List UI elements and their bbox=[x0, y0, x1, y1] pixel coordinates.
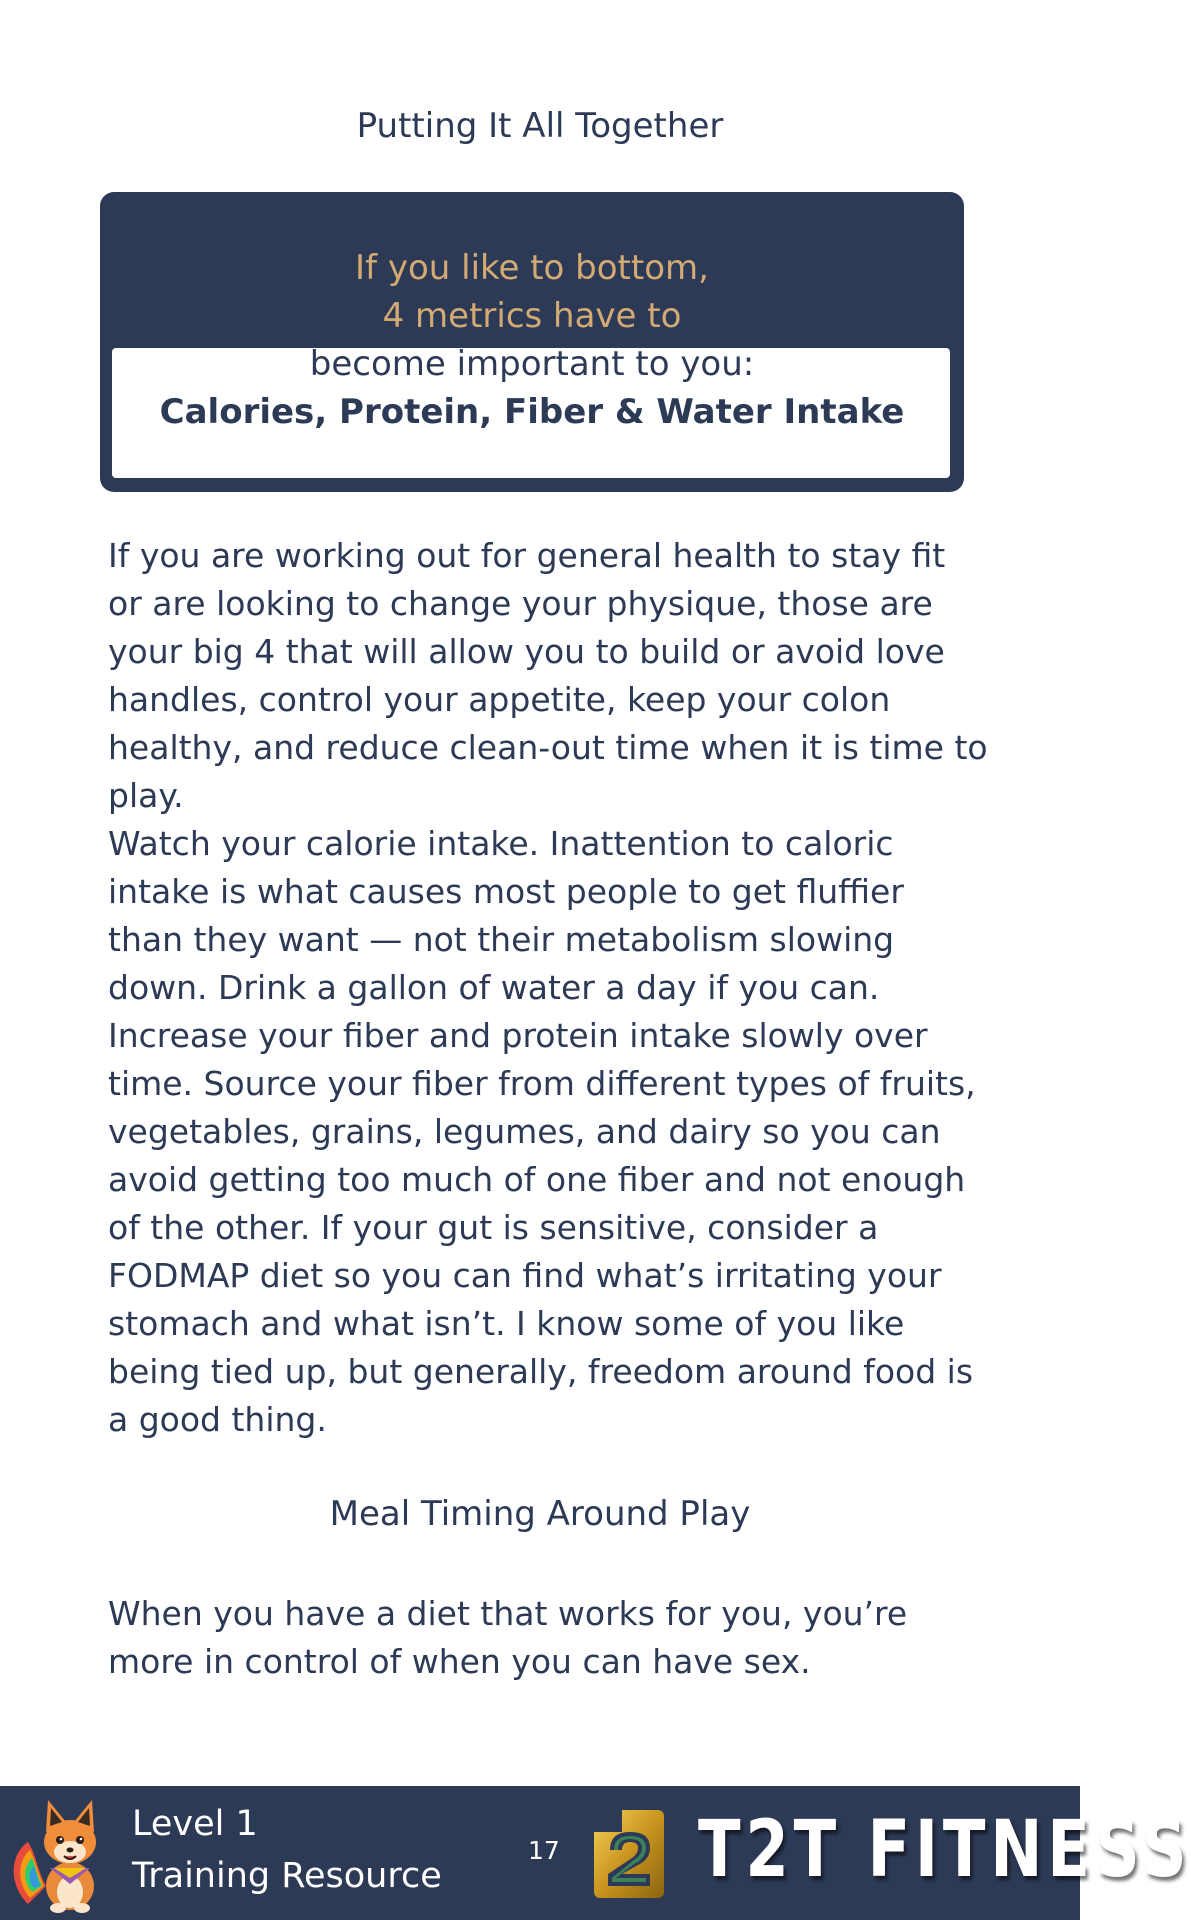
fox-mascot-icon bbox=[8, 1794, 120, 1914]
callout-line-4: Calories, Protein, Fiber & Water Intake bbox=[159, 392, 905, 432]
callout-line-1: If you like to bottom, bbox=[355, 248, 709, 288]
callout-line-3: become important to you: bbox=[309, 344, 755, 384]
page-number: 17 bbox=[528, 1836, 560, 1865]
callout-text bbox=[100, 244, 964, 436]
body-paragraph-2: Watch your calorie intake. Inattention to caloric intake is what causes most people to get fluffier than they want — not their metabolism slowing down. Drink a gallon of water a day if you can. Increase your fiber and protein intake slowly over time. Source your fiber from different types of fruits, vegetables, grains, legumes, and dairy so you can avoid getting too much of one fiber and not enough of the other. If your gut is sensitive, consider a FODMAP diet so you can find what’s irritating your stomach and what isn’t. I know some of you like being tied up, but generally, freedom around food is a good thing. bbox=[108, 824, 976, 1439]
body-paragraph-3: When you have a diet that works for you, you’re more in control of when you can have sex. bbox=[108, 1594, 908, 1681]
callout-box bbox=[100, 192, 964, 492]
footer-label bbox=[132, 1798, 442, 1902]
footer-level: Level 1 bbox=[132, 1804, 258, 1844]
section-subtitle: Meal Timing Around Play bbox=[329, 1494, 751, 1534]
footer-resource: Training Resource bbox=[132, 1856, 442, 1896]
t2t-logo-icon bbox=[592, 1806, 666, 1902]
body-paragraph-1: If you are working out for general health to stay fit or are looking to change your physique, those are your big 4 that will allow you to build or avoid love handles, control your appetite, keep your colon healthy, and reduce clean-out time when it is time to play. bbox=[108, 536, 988, 815]
footer-bar bbox=[0, 1786, 1191, 1920]
callout-line-2: 4 metrics have to bbox=[382, 296, 682, 336]
page-title: Putting It All Together bbox=[356, 106, 724, 146]
brand-name: T2T FITNESS bbox=[698, 1805, 1191, 1895]
